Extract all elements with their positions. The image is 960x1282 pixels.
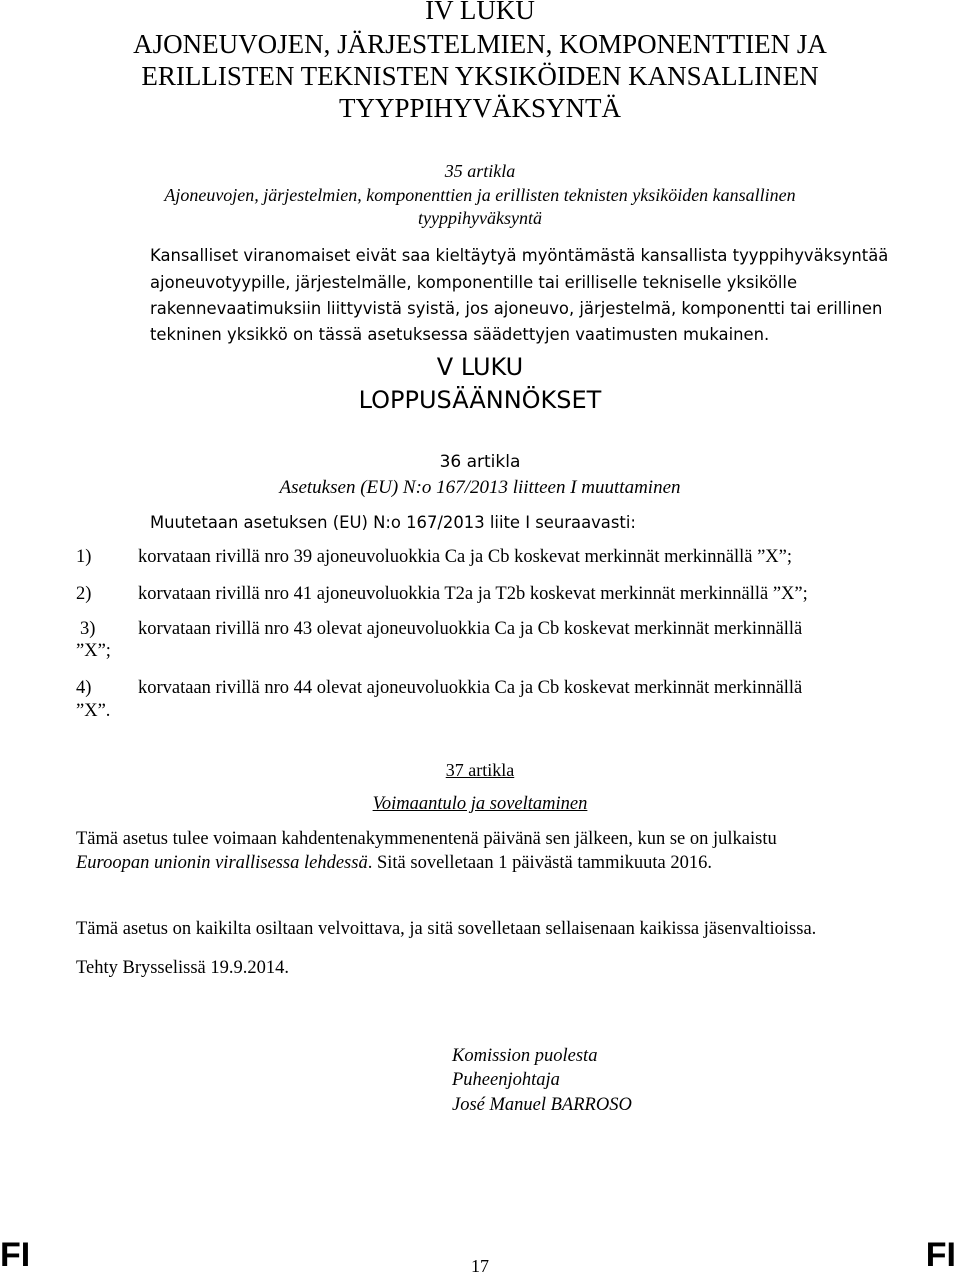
article-36-intro: Muutetaan asetuksen (EU) N:o 167/2013 liite I seuraavasti: [150,513,636,532]
article-36-item-4-text: korvataan rivillä nro 44 olevat ajoneuvoluokkia Ca ja Cb koskevat merkinnät merkinnällä [138,678,803,698]
article-36-title: Asetuksen (EU) N:o 167/2013 liitteen I muuttaminen [279,477,681,498]
article-36-item-3-text: korvataan rivillä nro 43 olevat ajoneuvoluokkia Ca ja Cb koskevat merkinnät merkinnällä [138,619,803,639]
chapter-5-title: LOPPUSÄÄNNÖKSET [358,386,602,414]
article-35-line-3: rakennevaatimuksiin liittyvistä syistä, jos ajoneuvo, järjestelmä, komponentti tai erillinen [150,299,883,318]
article-36-number: 36 artikla [439,452,521,472]
article-37-number [0,760,960,781]
page-number: 17 [471,1256,489,1276]
article-37-title [0,794,960,815]
chapter-4-title-line-1: AJONEUVOJEN, JÄRJESTELMIEN, KOMPONENTTIEN JA [133,29,827,59]
article-35-line-2: ajoneuvotyypille, järjestelmälle, komponentille tai erilliselle tekniselle yksikölle [150,273,798,292]
article-37-line-2 [76,853,712,874]
chapter-4-title-line-2: ERILLISTEN TEKNISTEN YKSIKÖIDEN KANSALLINEN [141,61,819,91]
article-36-item-1-text: korvataan rivillä nro 39 ajoneuvoluokkia Ca ja Cb koskevat merkinnät merkinnällä ”X”; [138,547,792,567]
article-37-title-text: Voimaantulo ja soveltaminen [372,794,588,814]
article-37-line-2-rest: . Sitä sovelletaan 1 päivästä tammikuuta 2016. [367,853,712,873]
place-and-date: Tehty Brysselissä 19.9.2014. [76,958,289,978]
article-36-item-2-number: 2) [76,584,92,604]
chapter-4-title-line-3: TYYPPIHYVÄKSYNTÄ [338,93,621,123]
article-35-title-line-2: tyyppihyväksyntä [418,208,542,228]
signature-line-2: Puheenjohtaja [452,1070,560,1090]
article-37-line-1: Tämä asetus tulee voimaan kahdentenakymmenentenä päivänä sen jälkeen, kun se on julkaistu [76,829,777,849]
signature-line-1: Komission puolesta [452,1046,598,1066]
footer-language-right: FI [925,1236,956,1274]
article-36-item-4-continuation: ”X”. [76,701,111,721]
article-35-line-1: Kansalliset viranomaiset eivät saa kieltäytyä myöntämästä kansallista tyyppihyväksyntää [150,246,889,265]
article-36-item-4-number: 4) [76,678,92,698]
article-36-item-2-text: korvataan rivillä nro 41 ajoneuvoluokkia T2a ja T2b koskevat merkinnät merkinnällä ”X”; [138,584,808,604]
official-journal-name: Euroopan unionin virallisessa lehdessä [76,853,368,873]
article-35-number: 35 artikla [444,161,516,181]
signature-line-3: José Manuel BARROSO [452,1095,632,1115]
article-36-item-1-number: 1) [76,547,92,567]
footer-language-left: FI [0,1236,31,1274]
article-36-item-3-continuation: ”X”; [76,641,111,661]
article-35-line-4: tekninen yksikkö on tässä asetuksessa säädettyjen vaatimusten mukainen. [150,325,770,344]
chapter-5-heading: V LUKU [436,353,524,381]
article-35-title-line-1: Ajoneuvojen, järjestelmien, komponenttien ja erillisten teknisten yksiköiden kansallinen [164,185,796,205]
article-36-item-3-number: 3) [80,619,96,639]
binding-statement: Tämä asetus on kaikilta osiltaan velvoittava, ja sitä sovelletaan sellaisenaan kaikissa jäsenvaltioissa. [76,919,817,939]
article-37-number-text: 37 artikla [445,760,515,780]
chapter-4-heading: IV LUKU [425,0,535,25]
